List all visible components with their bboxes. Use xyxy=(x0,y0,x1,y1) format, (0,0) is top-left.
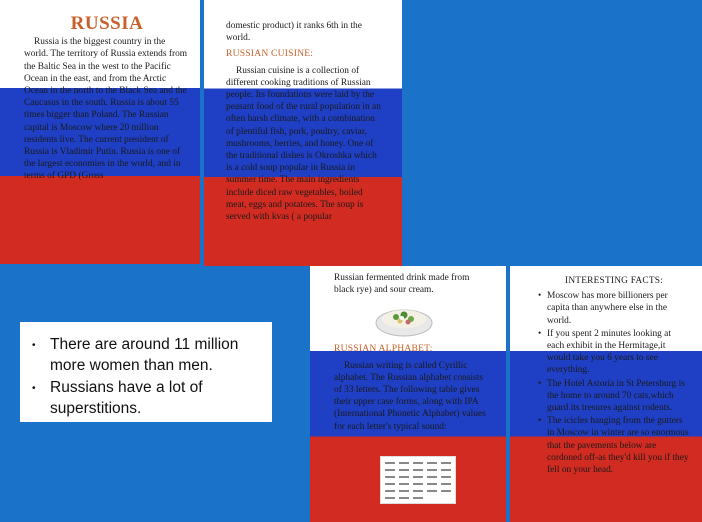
facts-heading: INTERESTING FACTS: xyxy=(565,276,663,286)
panel-russian-alphabet xyxy=(310,266,506,522)
cuisine-heading: RUSSIAN CUISINE: xyxy=(226,48,314,60)
alphabet-heading: RUSSIAN ALPHABET: xyxy=(334,343,433,355)
list-item: • If you spent 2 minutes looking at each exhibit in the Hermitage,it would take you 6 years to see everything. xyxy=(538,328,690,377)
continuation-text: Russian fermented drink made from black rye) and sour cream. xyxy=(334,273,470,296)
panel-russian-cuisine xyxy=(204,0,402,266)
quick-facts-list xyxy=(32,334,262,419)
list-item: • Moscow has more billioners per capita than anywhere else in the world. xyxy=(538,290,690,327)
panel-interesting-facts xyxy=(510,266,702,522)
quick-facts-box xyxy=(20,322,272,422)
continuation-text: domestic product) it ranks 6th in the world. xyxy=(226,21,362,44)
list-item: • The icicles hanging from the gutters in Moscow in winter are so enormous that the pavements below are cordoned off-as they'd kill you if they fell on your head. xyxy=(538,415,690,476)
list-item: • There are around 11 million more women than men. xyxy=(32,334,262,376)
cuisine-paragraph: Russian cuisine is a collection of different cooking traditions of Russian people. Its foundations were laid by the peasant food of the rural population in an often harsh climate, with a combination of plentiful fish, pork, poultry, caviar, mushrooms, berries, and honey. One of the traditional dishes is Okroshka which is a cold soup popular in Russia in summer time. The main ingredients include diced raw vegetables, boiled meat, eggs and potatoes. The soup is served with kvas ( a popular xyxy=(226,65,381,223)
list-item: • The Hotel Astoria in St Petersburg is the home to around 70 cats,which guard its tresures against rodents. xyxy=(538,378,690,415)
okroshka-soup-icon xyxy=(374,299,434,339)
list-item: • Russians have a lot of superstitions. xyxy=(32,377,262,419)
intro-paragraph: Russia is the biggest country in the world. The territory of Russia extends from the Baltic Sea in the west to the Pacific Ocean in the east, and from the Arctic Ocean in the north to the Black Sea and the Caucasus in the south. Russia is about 55 times bigger than Poland. The Russian capital is Moscow where 20 million residents live. The current president of Russia is Vladimir Putin. Russia is one of the largest economies in the world, and in terms of GPD (Gross xyxy=(24,37,188,182)
panel-russia-intro xyxy=(0,0,200,264)
alphabet-paragraph: Russian writing is called Cyrillic alphabet. The Russian alphabet consists of 33 letters. The following table gives their upper case forms, along with IPA (International Phonetic Alphabet) values for each letter's typical sound: xyxy=(334,360,486,432)
page-title: RUSSIA xyxy=(70,13,144,34)
facts-list xyxy=(538,290,690,476)
alphabet-table-image xyxy=(380,456,456,504)
